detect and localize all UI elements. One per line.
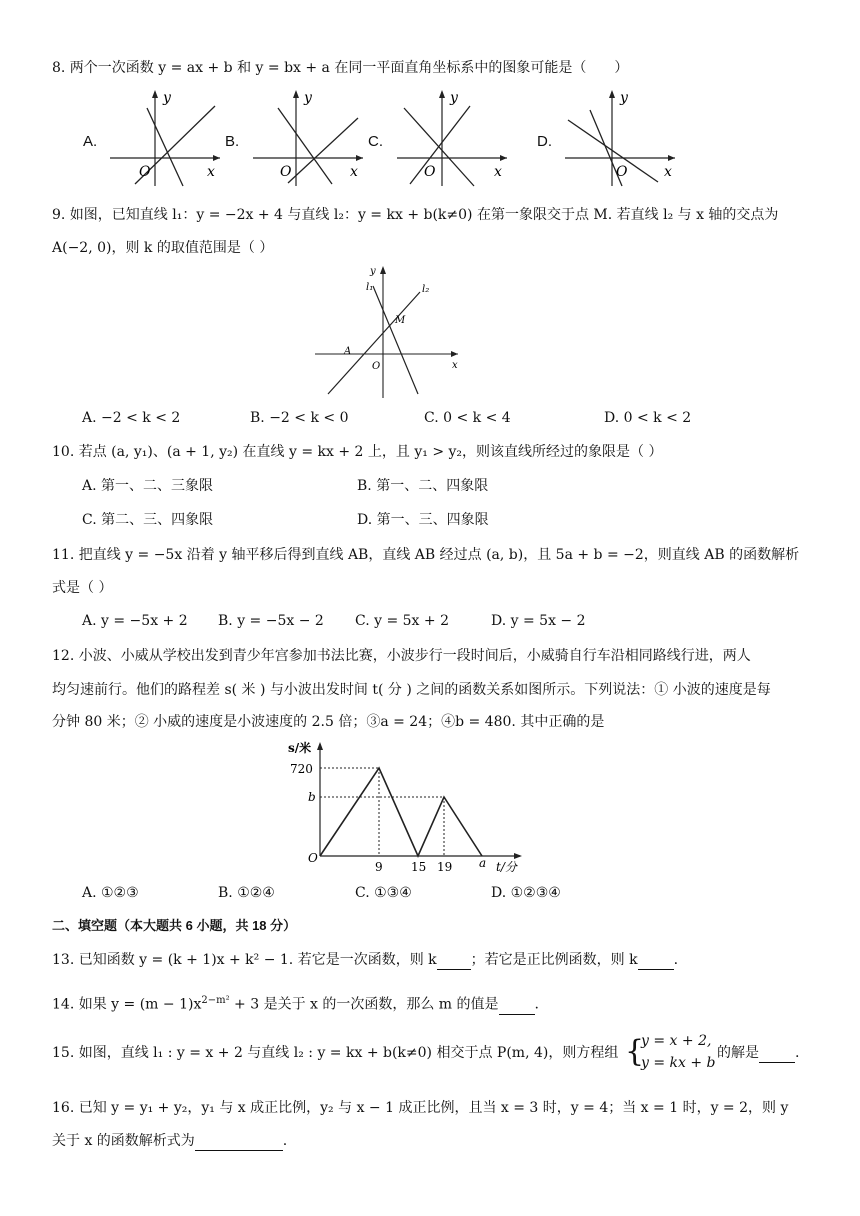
q16-part-2: . [282,1133,288,1149]
q8-graph-a [105,88,225,188]
q12-option-d[interactable]: D. ①②③④ [491,885,561,901]
q12-stem-line-1: 12. 小波、小威从学校出发到青少年宫参加书法比赛，小波步行一段时间后，小威骑自行车沿相同路线行进，两人 [52,648,751,664]
q16-line-2 [52,1131,287,1151]
q11-stem-line-2: 式是（ ） [52,580,113,596]
q11-option-a[interactable]: A. y = −5x + 2 [82,613,188,629]
q8d-origin-label: O [616,164,628,180]
q9-l1-label: l₁ [366,282,374,293]
q15-tail [717,1043,799,1063]
q9-l2-label: l₂ [422,284,430,295]
q12-option-a[interactable]: A. ①②③ [82,885,139,901]
q10-option-b[interactable]: B. 第一、二、四象限 [357,478,489,494]
q15-line [52,1043,618,1063]
q15-part-3: . [795,1045,800,1061]
q8-graph-c [392,88,512,188]
q8a-y-label: y [163,90,171,106]
q9-figure [310,262,470,402]
q12-option-c[interactable]: C. ①③④ [355,885,412,901]
q11-option-d[interactable]: D. y = 5x − 2 [491,613,586,629]
q14-part-3: . [534,996,539,1013]
q8a-line-1 [147,108,183,186]
q9-m-label: M [395,315,406,326]
q12-tick-19: 19 [437,860,453,874]
q11-stem-line-1: 11. 把直线 y = −5x 沿着 y 轴平移后得到直线 AB，直线 AB 经过点 (a, b)，且 5a + b = −2，则直线 AB 的函数解析 [52,547,800,563]
q8d-x-label: x [664,164,672,180]
q8c-origin-label: O [424,164,436,180]
q16-part-1: 关于 x 的函数解析式为 [52,1133,195,1149]
q9-a-label: A [344,346,352,357]
q12-figure [282,738,532,878]
q13-line [52,950,678,970]
q9-line-l2 [328,292,420,394]
q10-option-d[interactable]: D. 第一、三、四象限 [357,512,489,528]
q8-option-b-label[interactable]: B. [225,133,240,150]
q9-stem-line-1: 9. 如图，已知直线 l₁：y = −2x + 4 与直线 l₂：y = kx + b(k≠0) 在第一象限交于点 M. 若直线 l₂ 与 x 轴的交点为 [52,207,779,223]
q13-part-2: ；若它是正比例函数，则 k [470,952,638,968]
q9-option-c[interactable]: C. 0 < k < 4 [424,410,511,426]
q12-tick-9: 9 [375,860,383,874]
q8-option-c-label[interactable]: C. [368,133,383,150]
q15-part-1: 15. 如图，直线 l₁ : y = x + 2 与直线 l₂ : y = kx + b(k≠0) 相交于点 P(m, 4)，则方程组 [52,1045,619,1061]
q15-equation-1: y = x + 2, [641,1033,712,1049]
q13-part-1: 13. 已知函数 y = (k + 1)x + k² − 1. 若它是一次函数，则 k [52,952,437,968]
q12-stem-line-3: 分钟 80 米；② 小威的速度是小波速度的 2.5 倍；③a = 24；④b = 480. 其中正确的是 [52,714,605,730]
q9-stem-line-2: A(−2, 0)，则 k 的取值范围是（ ） [52,240,274,256]
q14-exponent: 2−m² [201,995,230,1006]
q14-line [52,991,539,1015]
q13-blank-2[interactable] [638,953,674,970]
q8d-y-label: y [620,90,628,106]
q10-stem: 10. 若点 (a, y₁)、(a + 1, y₂) 在直线 y = kx + 2 上，且 y₁ > y₂，则该直线所经过的象限是（ ） [52,444,663,460]
q9-o-label: O [372,361,381,372]
q12-origin: O [308,851,318,865]
q8c-y-label: y [450,90,458,106]
q14-part-1: 14. 如果 y = (m − 1)x [52,996,202,1013]
q12-option-b[interactable]: B. ①②④ [218,885,275,901]
q8a-x-label: x [207,164,215,180]
q12-graph-line [320,768,482,856]
q12-tick-15: 15 [411,860,427,874]
q10-option-a[interactable]: A. 第一、二、三象限 [82,478,214,494]
q8-graph-b [248,88,368,188]
q12-y-axis-label: s/米 [288,741,312,755]
q8-stem: 8. 两个一次函数 y = ax + b 和 y = bx + a 在同一平面直角坐标系中的图象可能是（ ） [52,60,629,76]
q9-x-label: x [452,360,458,371]
q9-y-label: y [370,266,376,277]
q13-blank-1[interactable] [437,953,471,970]
q15-part-2: 的解是 [717,1045,759,1061]
q8c-x-label: x [494,164,502,180]
q8b-line-2 [288,118,358,183]
q12-stem-line-2: 均匀速前行。他们的路程差 s( 米 ) 与小波出发时间 t( 分 ) 之间的函数关系如图所示。下列说法：① 小波的速度是每 [52,682,771,698]
q14-part-2: + 3 是关于 x 的一次函数，那么 m 的值是 [229,996,499,1013]
q14-blank[interactable] [499,998,535,1015]
q13-part-3: . [673,952,679,968]
q8b-x-label: x [350,164,358,180]
q15-blank[interactable] [759,1046,795,1063]
q12-tick-720: 720 [290,762,313,776]
q8-option-d-label[interactable]: D. [537,133,552,150]
q15-equation-2: y = kx + b [641,1055,716,1071]
q10-option-c[interactable]: C. 第二、三、四象限 [82,512,214,528]
q9-option-a[interactable]: A. −2 < k < 2 [82,410,181,426]
q12-x-axis-label: t/分 [496,860,517,874]
section-2-heading: 二、填空题（本大题共 6 小题，共 18 分） [52,918,297,933]
q12-tick-a: a [479,856,487,870]
q8-option-a-label[interactable]: A. [83,133,98,150]
q8b-y-label: y [304,90,312,106]
q9-option-b[interactable]: B. −2 < k < 0 [250,410,349,426]
q12-tick-b: b [308,790,316,804]
q11-option-b[interactable]: B. y = −5x − 2 [218,613,324,629]
q8-graph-d [560,88,680,188]
q16-blank[interactable] [195,1134,283,1151]
q15-brace-icon: { [625,1034,645,1069]
q11-option-c[interactable]: C. y = 5x + 2 [355,613,449,629]
q8a-origin-label: O [139,164,151,180]
q8b-origin-label: O [280,164,292,180]
q8d-line-1 [568,120,658,182]
q9-option-d[interactable]: D. 0 < k < 2 [604,410,692,426]
q16-line-1: 16. 已知 y = y₁ + y₂，y₁ 与 x 成正比例，y₂ 与 x − 1 成正比例，且当 x = 3 时，y = 4；当 x = 1 时，y = 2，则 y [52,1100,789,1116]
